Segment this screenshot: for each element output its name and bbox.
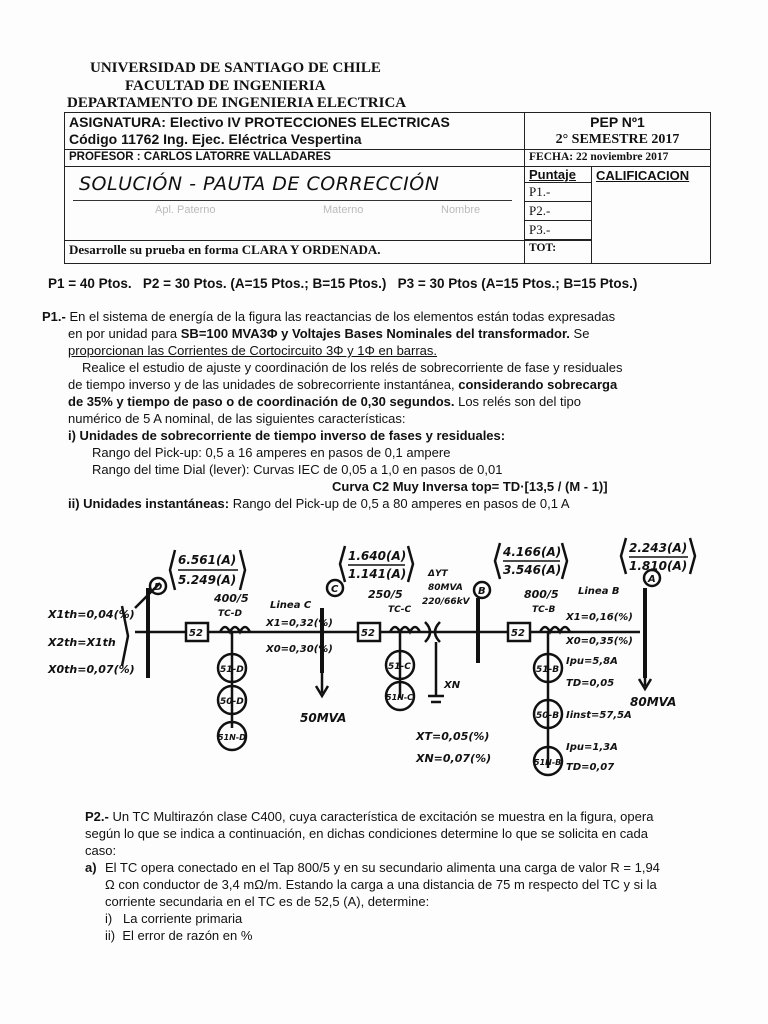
relay-51-d: 51-D bbox=[220, 665, 244, 675]
relay-b-pickup: Ipu=5,8A bbox=[566, 656, 618, 667]
p2-a-i: i) La corriente primaria bbox=[105, 911, 243, 926]
trafo-voltage: 220/66kV bbox=[422, 597, 470, 607]
p2-a-ii: ii) El error de razón en % bbox=[105, 928, 253, 943]
instructions: Desarrolle su prueba en forma CLARA Y ORDENADA. bbox=[69, 242, 381, 257]
p1-item-ii: Rango del Pick-up de 0,5 a 80 amperes en pasos de 0,1 A bbox=[229, 496, 570, 511]
student-name-field bbox=[65, 167, 525, 241]
relay-51-c: 51-C bbox=[388, 662, 411, 672]
line-c-x1: X1=0,32(%) bbox=[266, 618, 333, 629]
single-line-diagram bbox=[0, 528, 768, 790]
source-x1: X1th=0,04(%) bbox=[48, 608, 135, 621]
score-p2: P2.- bbox=[525, 202, 591, 221]
line-b-x1: X1=0,16(%) bbox=[566, 612, 633, 623]
exam-info-table bbox=[64, 112, 711, 264]
breaker-d: 52 bbox=[189, 628, 203, 639]
score-total: TOT: bbox=[529, 242, 557, 254]
p2-line3: caso: bbox=[85, 843, 117, 858]
faded-label-materno: Materno bbox=[323, 204, 364, 216]
grade-label: CALIFICACION bbox=[596, 168, 690, 183]
trafo-xt: XT=0,05(%) bbox=[416, 730, 490, 743]
load-c: 50MVA bbox=[300, 711, 347, 725]
relay-51-b: 51-B bbox=[536, 665, 560, 675]
university-name: UNIVERSIDAD DE SANTIAGO DE CHILE bbox=[90, 60, 381, 76]
relay-50-b: 50-B bbox=[536, 711, 560, 721]
p2-line1: Un TC Multirazón clase C400, cuya característica de excitación se muestra en la figura, opera bbox=[112, 809, 654, 824]
p1-line5-bold: considerando sobrecarga bbox=[458, 377, 618, 392]
points-distribution: P1 = 40 Ptos. P2 = 30 Ptos. (A=15 Ptos.; B=15 Ptos.) P3 = 30 Ptos (A=15 Ptos.; B=15 Ptos.) bbox=[48, 276, 638, 291]
p1-curve-formula: Curva C2 Muy Inversa top= TD·[13,5 / (M - 1)] bbox=[332, 479, 608, 494]
p2-a-line3: corriente secundaria en el TC es de 52,5 (A), determine: bbox=[105, 894, 430, 909]
department-name: DEPARTAMENTO DE INGENIERIA ELECTRICA bbox=[67, 95, 407, 111]
isc-a-1ph: 1.810(A) bbox=[629, 559, 688, 573]
relay-bn-td: TD=0,07 bbox=[566, 762, 615, 773]
breaker-c: 52 bbox=[361, 628, 375, 639]
relay-b-td: TD=0,05 bbox=[566, 678, 615, 689]
faded-label-paterno: Apl. Paterno bbox=[155, 204, 216, 216]
course-code: Código 11762 Ing. Ejec. Eléctrica Vespertina bbox=[69, 131, 362, 147]
p2-line2: según lo que se indica a continuación, en dichas condiciones determine lo que se solicita en cada bbox=[85, 826, 648, 841]
p1-line4: Realice el estudio de ajuste y coordinación de los relés de sobrecorriente de fase y residuales bbox=[82, 360, 623, 375]
p1-timedial-range: Rango del time Dial (lever): Curvas IEC de 0,05 a 1,0 en pasos de 0,01 bbox=[92, 462, 503, 477]
trafo-xn: XN=0,07(%) bbox=[416, 752, 492, 765]
trafo-connection: ΔYT bbox=[428, 569, 448, 579]
source-x2: X2th=X1th bbox=[48, 636, 116, 649]
score-p1: P1.- bbox=[525, 183, 591, 202]
isc-d-1ph: 5.249(A) bbox=[178, 573, 237, 587]
p1-line6-post: Los relés son del tipo bbox=[454, 394, 581, 409]
score-label: Puntaje bbox=[525, 167, 591, 183]
p1-line7: numérico de 5 A nominal, de las siguientes características: bbox=[68, 411, 406, 426]
p1-line6-bold: de 35% y tiempo de paso o de coordinación de 0,30 segundos. bbox=[68, 394, 455, 409]
p1-line2-post: Se bbox=[569, 326, 590, 341]
line-c-x0: X0=0,30(%) bbox=[266, 644, 333, 655]
isc-b-1ph: 3.546(A) bbox=[503, 563, 562, 577]
bus-d-label: D bbox=[154, 582, 163, 593]
relay-51n-d: 51N-D bbox=[218, 733, 246, 742]
p1-line5-pre: de tiempo inverso y de las unidades de sobrecorriente instantánea, bbox=[68, 377, 459, 392]
source-x0: X0th=0,07(%) bbox=[48, 663, 135, 676]
neutral-reactance-label: XN bbox=[444, 680, 461, 691]
ct-b-label: TC-B bbox=[532, 605, 556, 615]
line-b-label: Linea B bbox=[578, 586, 620, 597]
isc-c-1ph: 1.141(A) bbox=[348, 567, 407, 581]
ct-d-ratio: 400/5 bbox=[214, 592, 249, 605]
relay-bn-pickup: Ipu=1,3A bbox=[566, 742, 618, 753]
p2-a-label: a) bbox=[85, 860, 97, 875]
ct-c-ratio: 250/5 bbox=[368, 588, 403, 601]
line-c-label: Linea C bbox=[270, 600, 312, 611]
isc-b-3ph: 4.166(A) bbox=[503, 545, 562, 559]
handwritten-title: SOLUCIÓN - PAUTA DE CORRECCIÓN bbox=[79, 173, 440, 195]
line-b-x0: X0=0,35(%) bbox=[566, 636, 633, 647]
p1-pickup-range: Rango del Pick-up: 0,5 a 16 amperes en pasos de 0,1 ampere bbox=[92, 445, 451, 460]
breaker-b: 52 bbox=[511, 628, 525, 639]
semester: 2° SEMESTRE 2017 bbox=[555, 132, 680, 147]
ct-b-ratio: 800/5 bbox=[524, 588, 559, 601]
p1-line1: En el sistema de energía de la figura las reactancias de los elementos están todas expresadas bbox=[69, 309, 616, 324]
bus-b-label: B bbox=[478, 586, 486, 597]
professor: PROFESOR : CARLOS LATORRE VALLADARES bbox=[69, 151, 331, 163]
score-p3: P3.- bbox=[529, 222, 551, 237]
ct-d-label: TC-D bbox=[218, 609, 242, 619]
isc-d-3ph: 6.561(A) bbox=[178, 553, 237, 567]
exam-number: PEP Nº1 bbox=[590, 114, 645, 130]
p1-line3: proporcionan las Corrientes de Cortocircuito 3Φ y 1Φ en barras. bbox=[68, 343, 438, 358]
bus-c-label: C bbox=[331, 584, 339, 595]
p1-statement bbox=[42, 308, 712, 512]
relay-51n-c: 51N-C bbox=[386, 693, 414, 702]
faculty-name: FACULTAD DE INGENIERIA bbox=[125, 78, 326, 94]
load-a: 80MVA bbox=[630, 695, 677, 709]
bus-a-label: A bbox=[648, 574, 656, 585]
relay-51n-b: 51N-B bbox=[534, 758, 562, 767]
p2-a-line1: El TC opera conectado en el Tap 800/5 y en su secundario alimenta una carga de valor R = 1,94 bbox=[105, 860, 660, 875]
ct-c-label: TC-C bbox=[388, 605, 412, 615]
isc-a-3ph: 2.243(A) bbox=[629, 541, 688, 555]
relay-50-d: 50-D bbox=[220, 697, 244, 707]
p1-item-i: i) Unidades de sobrecorriente de tiempo inverso de fases y residuales: bbox=[68, 428, 506, 443]
trafo-rating: 80MVA bbox=[428, 583, 463, 593]
p1-label: P1.- bbox=[42, 309, 66, 324]
isc-c-3ph: 1.640(A) bbox=[348, 549, 407, 563]
p2-a-line2: Ω con conductor de 3,4 mΩ/m. Estando la carga a una distancia de 75 m respecto del TC y si la bbox=[105, 877, 657, 892]
subject: ASIGNATURA: Electivo IV PROTECCIONES ELECTRICAS bbox=[69, 114, 450, 130]
p2-label: P2.- bbox=[85, 809, 109, 824]
p1-line2-pre: en por unidad para bbox=[68, 326, 181, 341]
relay-b-inst: Iinst=57,5A bbox=[566, 710, 632, 721]
p2-statement bbox=[85, 808, 715, 944]
exam-date: FECHA: 22 noviembre 2017 bbox=[529, 151, 669, 163]
p1-line2-bold: SB=100 MVA3Φ y Voltajes Bases Nominales del transformador. bbox=[180, 326, 570, 341]
p1-item-ii-label: ii) Unidades instantáneas: bbox=[68, 496, 230, 511]
faded-label-nombre: Nombre bbox=[441, 204, 481, 216]
